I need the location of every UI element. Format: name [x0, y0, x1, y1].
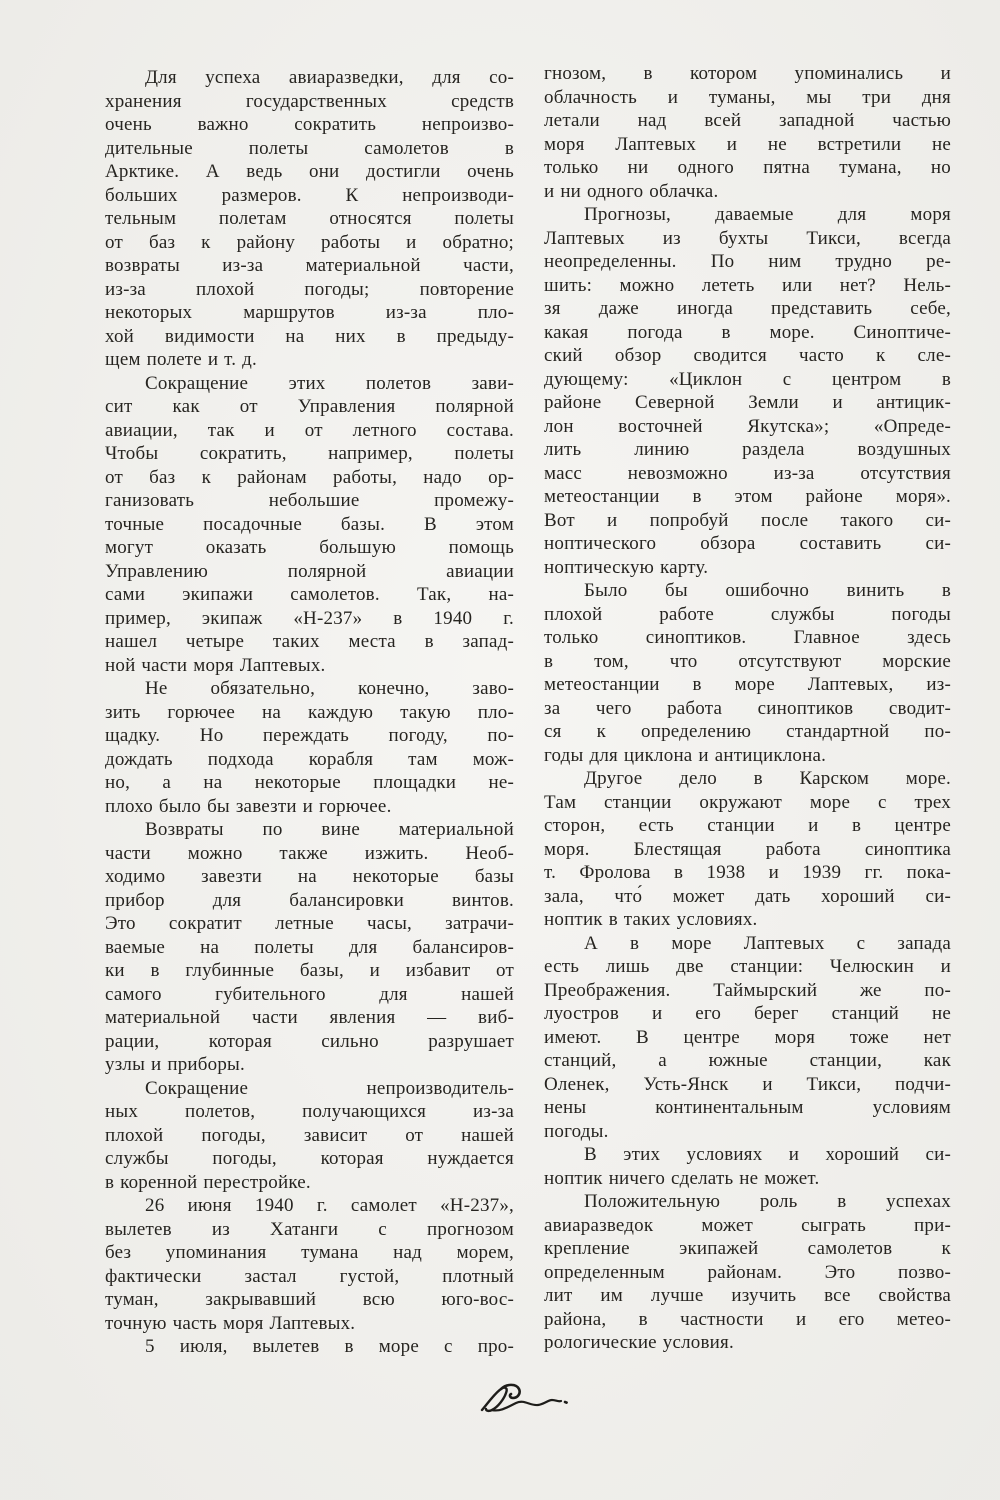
paragraph: [105, 818, 514, 1077]
text-line: Управлению полярной авиации: [105, 560, 514, 582]
text-line: ский обзор сводится часто к сле-: [544, 345, 951, 366]
paragraph: [105, 372, 514, 678]
text-line: рологические условия.: [544, 1332, 734, 1353]
text-line: плохой погоды, зависит от нашей: [105, 1124, 514, 1146]
text-line: А в море Лаптевых с запада: [584, 932, 951, 954]
text-line: некоторых маршрутов из-за пло-: [105, 302, 514, 323]
text-line: масс невозможно из-за отсутствия: [544, 462, 951, 484]
text-line: сторон, есть станции и в центре: [544, 815, 951, 836]
text-line: ходимо завезти на некоторые базы: [105, 866, 514, 887]
text-line: без упоминания тумана над морем,: [105, 1242, 514, 1263]
paragraph: [105, 1335, 514, 1359]
text-line: из-за плохой погоды; повторение: [105, 278, 514, 300]
text-line: т. Фролова в 1938 и 1939 гг. пока-: [544, 862, 951, 883]
text-line: сит как от Управления полярной: [105, 396, 514, 417]
text-line: только синоптиков. Главное здесь: [544, 627, 951, 648]
text-line: Другое дело в Карском море.: [584, 768, 951, 789]
text-line: пример, экипаж «Н-237» в 1940 г.: [105, 607, 514, 629]
text-line: ганизовать небольшие промежу-: [105, 490, 514, 511]
text-line: хой видимости на них в предыду-: [105, 325, 514, 347]
text-line: Вот и попробуй после такого си-: [544, 509, 951, 531]
paragraph: [544, 1190, 951, 1355]
text-line: зя даже иногда представить себе,: [544, 298, 951, 319]
paragraph: [105, 1077, 514, 1195]
text-line: погоды.: [544, 1120, 609, 1142]
text-line: но, а на некоторые площадки не-: [105, 772, 514, 793]
paragraph: [105, 677, 514, 818]
text-line: точные посадочные базы. В этом: [105, 513, 514, 535]
text-line: метеостанции в этом районе моря».: [544, 486, 951, 507]
text-line: за чего работа синоптиков сводит-: [544, 697, 951, 719]
paragraph: [544, 1143, 951, 1190]
text-line: моря. Блестящая работа синоптика: [544, 838, 951, 860]
text-line: самого губительного для нашей: [105, 983, 514, 1005]
text-line: Для успеха авиаразведки, для со-: [145, 67, 514, 88]
text-line: Не обязательно, конечно, заво-: [145, 678, 514, 699]
text-line: рации, которая сильно разрушает: [105, 1030, 514, 1052]
text-line: 5 июля, вылетев в море с про-: [145, 1336, 514, 1357]
text-line: материальной части явления — виб-: [105, 1007, 514, 1028]
text-line: годы для циклона и антициклона.: [544, 744, 827, 766]
calligraphic-flourish-icon: [478, 1383, 570, 1419]
text-line: метеостанции в море Лаптевых, из-: [544, 674, 951, 695]
text-line: и ни одного облачка.: [544, 180, 719, 202]
text-line: могут оказать большую помощь: [105, 537, 514, 558]
text-line: лить линию раздела воздушных: [544, 439, 951, 460]
paragraph: [544, 932, 951, 1144]
text-line: щадку. Но переждать погоду, по-: [105, 725, 514, 746]
text-line: туман, закрывавший всю юго-вос-: [105, 1289, 514, 1310]
text-line: авиации, так и от летного состава.: [105, 419, 514, 441]
text-line: службы погоды, которая нуждается: [105, 1148, 514, 1169]
paragraph: [544, 579, 951, 767]
text-column-left: [105, 66, 514, 1359]
text-line: Лаптевых из бухты Тикси, всегда: [544, 227, 951, 249]
text-line: очень важно сократить непроизво-: [105, 114, 514, 135]
paragraph: [105, 1194, 514, 1335]
text-line: плохой работе службы погоды: [544, 603, 951, 625]
text-line: возвраты из-за материальной части,: [105, 255, 514, 276]
text-line: Прогнозы, даваемые для моря: [584, 204, 951, 225]
text-line: какая погода в море. Синоптиче-: [544, 321, 951, 343]
text-line: дующему: «Циклон с центром в: [544, 368, 951, 390]
text-line: Арктике. А ведь они достигли очень: [105, 161, 514, 182]
text-line: Там станции окружают море с трех: [544, 791, 951, 813]
text-line: лон восточней Якутска»; «Опреде-: [544, 415, 951, 437]
text-line: летали над всей западной частью: [544, 110, 951, 131]
text-line: тельным полетам относятся полеты: [105, 208, 514, 229]
text-line: части можно также изжить. Необ-: [105, 842, 514, 864]
text-line: Оленек, Усть-Янск и Тикси, подчи-: [544, 1073, 951, 1095]
text-line: точную часть моря Лаптевых.: [105, 1312, 356, 1334]
text-line: Положительную роль в успехах: [584, 1191, 951, 1212]
text-line: неопределенны. По ним трудно ре-: [544, 251, 951, 272]
text-line: Сокращение непроизводитель-: [145, 1077, 514, 1099]
text-line: есть лишь две станции: Челюскин и: [544, 956, 951, 977]
text-line: районе Северной Земли и антицик-: [544, 392, 951, 413]
paragraph: [544, 767, 951, 932]
text-line: сами экипажи самолетов. Так, на-: [105, 584, 514, 605]
text-line: ваемые на полеты для балансиров-: [105, 936, 514, 958]
text-line: ноптическую карту.: [544, 556, 709, 578]
text-line: дождать подхода корабля там мож-: [105, 748, 514, 770]
text-line: моря Лаптевых и не встретили не: [544, 133, 951, 155]
text-line: станций, а южные станции, как: [544, 1050, 951, 1071]
text-line: В этих условиях и хороший си-: [584, 1144, 951, 1165]
paragraph: [544, 62, 951, 203]
text-line: луостров и его берег станций не: [544, 1003, 951, 1024]
text-line: от баз к районам работы, надо ор-: [105, 466, 514, 488]
text-line: Сокращение этих полетов зави-: [145, 372, 514, 394]
text-line: фактически застал густой, плотный: [105, 1265, 514, 1287]
text-line: ся к определению стандартной по-: [544, 721, 951, 742]
text-line: только ни одного пятна тумана, но: [544, 157, 951, 178]
text-line: ноптик ничего сделать не может.: [544, 1167, 820, 1189]
text-line: лит им лучше изучить все свойства: [544, 1285, 951, 1306]
text-line: хранения государственных средств: [105, 90, 514, 112]
paragraph: [105, 66, 514, 372]
text-line: 26 июня 1940 г. самолет «Н-237»,: [145, 1195, 514, 1216]
text-line: ноптического обзора составить си-: [544, 533, 951, 554]
text-line: крепление экипажей самолетов к: [544, 1238, 951, 1259]
text-line: зала, что́ может дать хороший си-: [544, 885, 951, 907]
text-line: больших размеров. К непроизводи-: [105, 184, 514, 206]
text-column-right: [544, 62, 951, 1355]
text-line: Это сократит летные часы, затрачи-: [105, 913, 514, 934]
text-line: зить горючее на каждую такую пло-: [105, 701, 514, 723]
text-line: щем полете и т. д.: [105, 349, 257, 370]
text-line: вылетев из Хатанги с прогнозом: [105, 1218, 514, 1240]
text-line: в том, что отсутствуют морские: [544, 650, 951, 672]
text-line: нены континентальным условиям: [544, 1097, 951, 1118]
text-line: узлы и приборы.: [105, 1054, 245, 1075]
paragraph: [544, 203, 951, 579]
text-line: прибор для балансировки винтов.: [105, 889, 514, 911]
text-line: авиаразведок может сыграть при-: [544, 1214, 951, 1236]
text-line: ноптик в таких условиях.: [544, 909, 758, 930]
text-line: Было бы ошибочно винить в: [584, 580, 951, 601]
text-line: плохо было бы завезти и горючее.: [105, 795, 392, 817]
text-line: дительные полеты самолетов в: [105, 137, 514, 159]
text-line: ной части моря Лаптевых.: [105, 654, 326, 676]
text-line: имеют. В центре моря тоже нет: [544, 1026, 951, 1048]
text-line: гнозом, в котором упоминались и: [544, 63, 951, 84]
text-line: района, в частности и его метео-: [544, 1308, 951, 1330]
text-line: определенным районам. Это позво-: [544, 1261, 951, 1283]
text-line: от баз к району работы и обратно;: [105, 231, 514, 253]
text-line: облачность и туманы, мы три дня: [544, 86, 951, 108]
text-line: Преображения. Таймырский же по-: [544, 979, 951, 1001]
text-line: ных полетов, получающихся из-за: [105, 1101, 514, 1122]
text-line: шить: можно лететь или нет? Нель-: [544, 274, 951, 296]
text-line: нашел четыре таких места в запад-: [105, 631, 514, 652]
text-line: в коренной перестройке.: [105, 1171, 311, 1193]
text-line: Возвраты по вине материальной: [145, 819, 514, 840]
text-line: Чтобы сократить, например, полеты: [105, 443, 514, 464]
end-flourish-ornament: [478, 1383, 570, 1419]
text-line: ки в глубинные базы, и избавит от: [105, 960, 514, 981]
